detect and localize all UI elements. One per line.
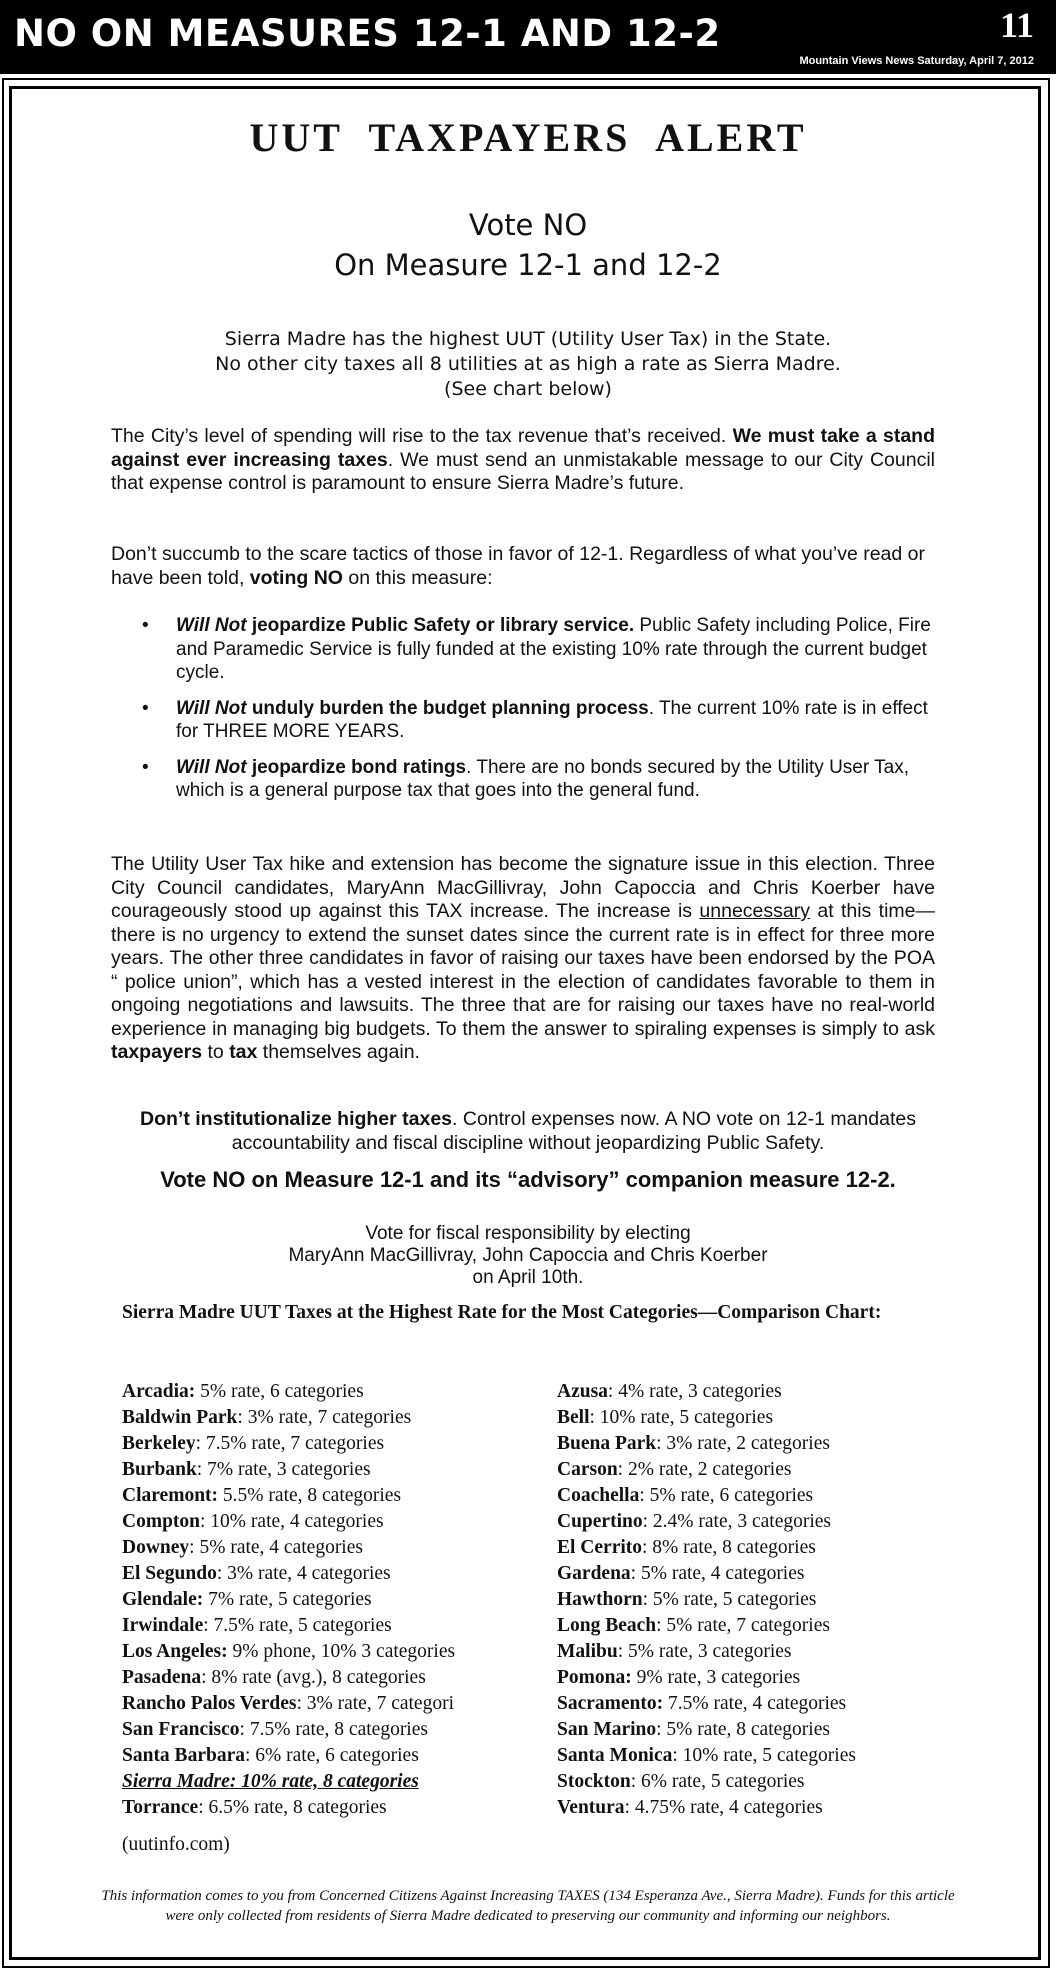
paragraph-spending xyxy=(111,425,935,496)
city-row xyxy=(557,1717,1037,1743)
city-name: Carson xyxy=(557,1459,618,1480)
city-name: Hawthorn xyxy=(557,1589,643,1610)
city-name: El Cerrito xyxy=(557,1537,643,1558)
city-row xyxy=(122,1457,562,1483)
city-name: Arcadia: xyxy=(122,1381,196,1402)
bold-text: taxpayers xyxy=(111,1041,203,1063)
city-row xyxy=(557,1587,1037,1613)
city-rate: : 4.75% rate, 4 categories xyxy=(624,1797,823,1818)
bold-text: tax xyxy=(229,1041,258,1063)
comparison-left-column xyxy=(122,1379,562,1821)
city-rate: : 5% rate, 7 categories xyxy=(656,1615,830,1636)
city-rate: : 7.5% rate, 5 categories xyxy=(203,1615,392,1636)
city-row xyxy=(557,1691,1037,1717)
city-rate: : 3% rate, 7 categories xyxy=(237,1407,412,1428)
city-row xyxy=(122,1717,562,1743)
city-rate: : 7.5% rate, 7 categories xyxy=(195,1433,385,1454)
city-row xyxy=(122,1639,562,1665)
city-name: Ventura xyxy=(557,1797,625,1818)
underlined-text: unnecessary xyxy=(699,900,810,922)
city-rate: : 3% rate, 2 categories xyxy=(656,1433,830,1454)
text: . We must send an unmistakable message to our City Council that expense control is paramount to ensure Sierra Madre’s future. xyxy=(111,448,935,494)
city-name: Malibu xyxy=(557,1641,618,1662)
city-row xyxy=(557,1561,1037,1587)
bullet-lead: Will Not xyxy=(176,756,247,778)
vote-no-line2: On Measure 12-1 and 12-2 xyxy=(334,248,722,282)
city-name: Berkeley xyxy=(122,1433,196,1454)
masthead xyxy=(0,0,1056,74)
city-rate: 9% rate, 3 categories xyxy=(631,1667,801,1688)
city-rate: : 5% rate, 6 categories xyxy=(639,1485,814,1506)
fiscal-responsibility xyxy=(0,1223,1056,1289)
text: to xyxy=(202,1041,230,1063)
bullet-text: Public Safety including Police, Fire and Paramedic Service is fully funded at the existing 10% rate through the current budget cycle. xyxy=(176,615,931,683)
city-rate: : 8% rate, 8 categories xyxy=(642,1537,816,1558)
city-name: Santa Barbara xyxy=(122,1745,245,1766)
city-name: Pasadena xyxy=(122,1667,202,1688)
intro-line: Sierra Madre has the highest UUT (Utility User Tax) in the State. xyxy=(224,328,832,350)
bold-text: We must take a stand against ever increasing taxes xyxy=(111,425,935,471)
city-rate: : 5% rate, 3 categories xyxy=(617,1641,792,1662)
text: The Utility User Tax hike and extension has become the signature issue in this election. Three City Council candidates, MaryAnn MacGillivray, John Capoccia and Chris Koerber have courageously stood up against this TAX increase. The increase is xyxy=(111,853,935,922)
intro-line: (See chart below) xyxy=(444,378,612,400)
bullet-list xyxy=(140,614,940,815)
masthead-headline: NO ON MEASURES 12-1 AND 12-2 xyxy=(14,12,721,55)
city-name: Glendale: xyxy=(122,1589,204,1610)
city-name: Los Angeles: xyxy=(122,1641,228,1662)
city-name: Irwindale xyxy=(122,1615,204,1636)
city-row xyxy=(122,1743,562,1769)
city-row xyxy=(557,1483,1037,1509)
city-row xyxy=(557,1405,1037,1431)
city-rate: : 6.5% rate, 8 categories xyxy=(198,1797,387,1818)
city-rate: : 3% rate, 7 categori xyxy=(296,1693,454,1714)
city-rate: : 7% rate, 3 categories xyxy=(196,1459,371,1480)
fiscal-line: MaryAnn MacGillivray, John Capoccia and Chris Koerber xyxy=(288,1245,768,1266)
city-row xyxy=(122,1795,562,1821)
bullet-dot-icon: • xyxy=(142,697,149,719)
city-name: Baldwin Park xyxy=(122,1407,238,1428)
comparison-right-column xyxy=(557,1379,1037,1821)
city-row xyxy=(557,1457,1037,1483)
paragraph-scare-tactics xyxy=(111,543,935,590)
city-name: Rancho Palos Verdes xyxy=(122,1693,297,1714)
city-name: Claremont: xyxy=(122,1485,219,1506)
city-row xyxy=(122,1613,562,1639)
city-rate: 5% rate, 6 categories xyxy=(195,1381,364,1402)
city-name: Cupertino xyxy=(557,1511,643,1532)
bold-text: voting NO xyxy=(249,566,343,589)
city-rate: : 5% rate, 4 categories xyxy=(189,1537,363,1558)
city-row xyxy=(122,1587,562,1613)
bullet-bold: jeopardize Public Safety or library service. xyxy=(246,615,635,636)
city-row xyxy=(557,1795,1037,1821)
city-rate: : 5% rate, 4 categories xyxy=(630,1563,805,1584)
city-name: Pomona: xyxy=(557,1667,632,1688)
city-rate: : 10% rate, 4 categories xyxy=(200,1511,384,1532)
city-name: Torrance xyxy=(122,1797,199,1818)
intro-block xyxy=(0,327,1056,402)
bold-text: Don’t institutionalize higher taxes xyxy=(140,1108,453,1130)
city-row xyxy=(122,1509,562,1535)
city-rate: 7.5% rate, 4 categories xyxy=(663,1693,847,1714)
city-rate: : 2.4% rate, 3 categories xyxy=(642,1511,832,1532)
city-row xyxy=(557,1379,1037,1405)
city-row xyxy=(122,1535,562,1561)
city-rate: : 5% rate, 8 categories xyxy=(656,1719,830,1740)
city-row xyxy=(557,1509,1037,1535)
city-rate: : 8% rate (avg.), 8 categories xyxy=(201,1667,426,1688)
city-name: Sierra Madre xyxy=(122,1771,230,1792)
bullet-lead: Will Not xyxy=(176,615,247,636)
vote-no-heading xyxy=(0,205,1056,285)
text: The City’s level of spending will rise to the tax revenue that’s received. xyxy=(111,425,727,447)
city-rate: : 2% rate, 2 categories xyxy=(617,1459,792,1480)
bullet-text: . There are no bonds secured by the Utility User Tax, which is a general purpose tax that goes into the general fund. xyxy=(176,756,909,801)
city-name: Gardena xyxy=(557,1563,631,1584)
city-name: Bell xyxy=(557,1407,590,1428)
city-name: Coachella xyxy=(557,1485,640,1506)
ad-title: UUT TAXPAYERS ALERT xyxy=(249,115,807,160)
city-rate: : 10% rate, 5 categories xyxy=(589,1407,774,1428)
bullet-lead: Will Not xyxy=(176,697,247,719)
funding-disclaimer: This information comes to you from Concerned Citizens Against Increasing TAXES (134 Esperanza Ave., Sierra Madre). Funds for this article were only collected from residents of Sierra Madre dedicated to preserving our community and informing our neighbors. xyxy=(101,1888,955,1924)
city-name: Downey xyxy=(122,1537,190,1558)
bullet-bold: unduly burden the budget planning process xyxy=(246,697,649,719)
city-name: El Segundo xyxy=(122,1563,217,1584)
city-rate: : 10% rate, 5 categories xyxy=(672,1745,856,1766)
city-name: Long Beach xyxy=(557,1615,657,1636)
city-row xyxy=(122,1379,562,1405)
city-row xyxy=(122,1431,562,1457)
text: at this time—there is no urgency to extend the sunset dates since the current rate is in effect for three more years. The other three candidates in favor of raising our taxes have been endorsed by the POA “ police union”, which has a vested interest in the election of candidates favorable to them in ongoing negotiations and lawsuits. The three that are for raising our taxes have no real-world experience in managing big budgets. To them the answer to spiraling expenses is simply to ask xyxy=(111,900,936,1040)
city-rate: : 6% rate, 5 categories xyxy=(630,1771,805,1792)
bullet-item xyxy=(140,614,940,685)
city-row xyxy=(557,1665,1037,1691)
text: themselves again. xyxy=(257,1041,420,1063)
city-row xyxy=(122,1483,562,1509)
bullet-dot-icon: • xyxy=(142,756,149,778)
city-rate: : 4% rate, 3 categories xyxy=(607,1381,782,1402)
bullet-item xyxy=(140,756,940,803)
paper-dateline: Mountain Views News Saturday, April 7, 2012 xyxy=(799,55,1034,67)
city-row-highlight xyxy=(122,1769,562,1795)
bullet-dot-icon: • xyxy=(142,615,149,636)
city-rate: : 10% rate, 8 categories xyxy=(229,1771,419,1792)
bullet-text: . The current 10% rate is in effect for THREE MORE YEARS. xyxy=(176,697,928,742)
city-rate: : 6% rate, 6 categories xyxy=(244,1745,419,1766)
city-name: Compton xyxy=(122,1511,201,1532)
vote-no-callout: Vote NO on Measure 12-1 and its “advisory” companion measure 12-2. xyxy=(160,1167,896,1192)
source-citation: (uutinfo.com) xyxy=(122,1834,230,1855)
city-row xyxy=(122,1561,562,1587)
fiscal-line: on April 10th. xyxy=(472,1267,584,1288)
vote-no-line1: Vote NO xyxy=(468,208,588,242)
page-number: 11 xyxy=(999,5,1034,45)
city-row xyxy=(557,1535,1037,1561)
bullet-bold: jeopardize bond ratings xyxy=(246,756,467,778)
city-rate: : 7.5% rate, 8 categories xyxy=(239,1719,428,1740)
city-row xyxy=(557,1431,1037,1457)
city-rate: : 5% rate, 5 categories xyxy=(642,1589,817,1610)
paragraph-institutionalize xyxy=(100,1108,956,1155)
city-row xyxy=(122,1405,562,1431)
city-name: Buena Park xyxy=(557,1433,657,1454)
city-name: Azusa xyxy=(557,1381,608,1402)
bullet-item xyxy=(140,697,940,744)
city-row xyxy=(122,1691,562,1717)
city-row xyxy=(557,1639,1037,1665)
city-rate: 9% phone, 10% 3 categories xyxy=(227,1641,456,1662)
city-name: Sacramento: xyxy=(557,1693,664,1714)
fiscal-line: Vote for fiscal responsibility by electing xyxy=(365,1223,691,1244)
paragraph-signature-issue xyxy=(111,853,935,1065)
city-rate: 5.5% rate, 8 categories xyxy=(218,1485,402,1506)
intro-line: No other city taxes all 8 utilities at as high a rate as Sierra Madre. xyxy=(215,353,841,375)
comparison-chart-title: Sierra Madre UUT Taxes at the Highest Rate for the Most Categories—Comparison Chart: xyxy=(122,1302,882,1323)
text: . Control expenses now. A NO vote on 12-1 mandates accountability and fiscal discipline without jeopardizing Public Safety. xyxy=(231,1108,916,1154)
city-name: Santa Monica xyxy=(557,1745,673,1766)
city-rate: : 3% rate, 4 categories xyxy=(216,1563,391,1584)
city-name: San Francisco xyxy=(122,1719,240,1740)
city-name: Burbank xyxy=(122,1459,197,1480)
city-row xyxy=(122,1665,562,1691)
city-row xyxy=(557,1769,1037,1795)
city-row xyxy=(557,1743,1037,1769)
city-row xyxy=(557,1613,1037,1639)
text: Don’t succumb to the scare tactics of those in favor of 12-1. Regardless of what you’ve read or have been told, xyxy=(111,543,925,589)
city-rate: 7% rate, 5 categories xyxy=(203,1589,372,1610)
city-name: Stockton xyxy=(557,1771,631,1792)
city-name: San Marino xyxy=(557,1719,657,1740)
text: on this measure: xyxy=(342,566,493,589)
